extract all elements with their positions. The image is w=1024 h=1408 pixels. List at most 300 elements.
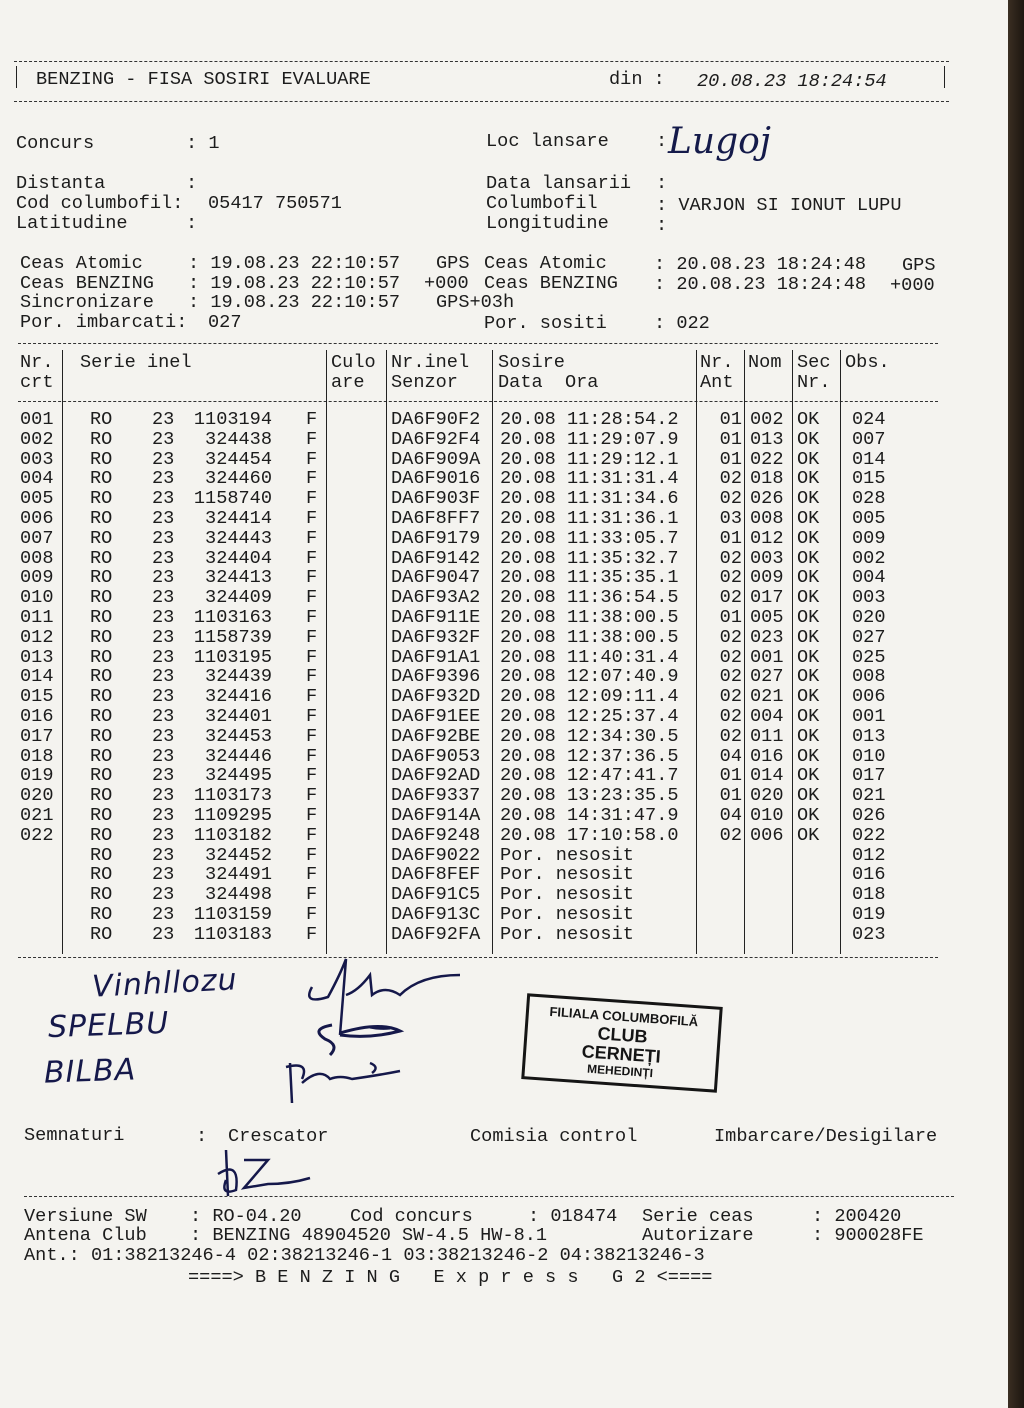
- stamp-line-2: CLUB: [596, 1023, 649, 1047]
- loc-lansare-colon: :: [656, 131, 668, 152]
- cell-sosire: 20.08 11:29:12.1: [500, 448, 679, 470]
- semnaturi-label: Semnaturi: [24, 1125, 125, 1146]
- cell-tara: RO: [90, 765, 113, 787]
- cell-obs: 012: [852, 844, 886, 866]
- cell-ant: 02: [719, 587, 742, 609]
- cell-nom: 026: [750, 488, 784, 510]
- cell-inel: 1158740: [193, 488, 272, 510]
- cell-nr: 006: [20, 508, 54, 529]
- cell-nom: 012: [750, 527, 784, 549]
- cell-sex: F: [306, 428, 318, 450]
- distanta-label: Distanta: [16, 173, 106, 194]
- cell-sosire: 20.08 14:31:47.9: [500, 805, 679, 826]
- cell-nom: 009: [750, 567, 784, 589]
- sincronizare-colon: : 19.08.23 22:10:57: [188, 292, 401, 313]
- right-ceas-atomic-suffix: GPS: [902, 255, 936, 276]
- cell-senzor: DA6F9022: [391, 844, 481, 866]
- cell-inel: 324495: [205, 765, 272, 787]
- data-lansarii-colon: :: [656, 173, 679, 194]
- cell-senzor: DA6F909A: [391, 448, 481, 470]
- cell-ant: 01: [719, 428, 742, 450]
- cell-an: 23: [152, 567, 175, 589]
- cell-obs: 003: [852, 587, 886, 609]
- table-row: [0, 885, 1000, 905]
- semnaturi-colon: :: [196, 1126, 208, 1147]
- signature-3: [286, 1063, 400, 1103]
- sincronizare-suffix: GPS+03h: [436, 292, 515, 313]
- cell-inel: 1103159: [193, 904, 272, 925]
- cell-senzor: DA6F9179: [391, 527, 481, 549]
- cell-sosire: 20.08 11:33:05.7: [500, 527, 679, 549]
- left-ceas-atomic-value: 19.08.23 22:10:57: [210, 253, 401, 274]
- cell-ant: 02: [719, 626, 742, 648]
- cell-ant: 04: [719, 805, 742, 826]
- loc-lansare-label: Loc lansare: [486, 131, 609, 152]
- versiune-colon: : RO-04.20: [190, 1206, 302, 1227]
- cell-inel: 324498: [205, 884, 272, 906]
- cell-obs: 021: [852, 785, 886, 807]
- cell-obs: 017: [852, 765, 886, 787]
- handwritten-name-1: Vinhllozu: [91, 962, 239, 1005]
- latitudine-label: Latitudine: [16, 213, 128, 234]
- cell-nr: 017: [20, 725, 54, 747]
- cod-columbofil-label: Cod columbofil:: [16, 193, 184, 214]
- cell-sex: F: [306, 785, 318, 807]
- cell-sex: F: [306, 666, 318, 688]
- concurs-label: Concurs: [16, 133, 95, 154]
- cod-columbofil-value: 05417 750571: [208, 193, 342, 214]
- cell-senzor: DA6F911E: [391, 607, 481, 628]
- cell-an: 23: [152, 765, 175, 787]
- cell-an: 23: [152, 904, 175, 925]
- sositi-value: 022: [676, 313, 710, 334]
- table-row: [0, 549, 1000, 569]
- table-row: [0, 430, 1000, 450]
- cell-sex: F: [306, 864, 318, 886]
- imbarcare-label: Imbarcare/Desigilare: [714, 1126, 938, 1147]
- cell-nom: 005: [750, 607, 784, 628]
- cell-inel: 1103163: [193, 607, 272, 628]
- antena-colon: : BENZING 48904520 SW-4.5 HW-8.1: [190, 1225, 548, 1246]
- cell-tara: RO: [90, 923, 113, 945]
- cell-ant: 02: [719, 488, 742, 510]
- antena-label: Antena Club: [24, 1225, 147, 1246]
- cell-nr: 010: [20, 587, 54, 609]
- cell-sex: F: [306, 824, 318, 846]
- left-ceas-atomic-colon: : 19.08.23 22:10:57: [188, 253, 401, 274]
- antenna-list: Ant.: 01:38213246-4 02:38213246-1 03:38213246-2 04:38213246-3: [24, 1245, 705, 1266]
- cell-ant: 01: [719, 409, 742, 430]
- left-ceas-benzing-label: Ceas BENZING: [20, 273, 154, 294]
- header-top-rule: [14, 61, 949, 62]
- sositi-colon: : 022: [654, 313, 710, 334]
- handwritten-signatures: [40, 955, 500, 1115]
- table-row: [0, 806, 1000, 826]
- cell-tara: RO: [90, 844, 113, 866]
- cell-inel: 324438: [205, 428, 272, 450]
- comisia-control-label: Comisia control: [470, 1126, 638, 1147]
- cell-tara: RO: [90, 567, 113, 589]
- cell-an: 23: [152, 805, 175, 826]
- cell-senzor: DA6F9337: [391, 785, 481, 807]
- cell-sosire: 20.08 11:29:07.9: [500, 428, 679, 450]
- cell-an: 23: [152, 884, 175, 906]
- cell-tara: RO: [90, 448, 113, 470]
- cell-sec: OK: [797, 488, 820, 510]
- cell-an: 23: [152, 864, 175, 886]
- table-row: [0, 846, 1000, 866]
- right-ceas-atomic-label: Ceas Atomic: [484, 253, 607, 274]
- cell-obs: 010: [852, 745, 886, 767]
- latitudine-colon: :: [186, 213, 209, 234]
- cell-sosire: 20.08 11:40:31.4: [500, 646, 679, 668]
- header-sosire-1: Sosire: [498, 352, 565, 373]
- cell-ant: 04: [719, 745, 742, 767]
- cell-sosire: 20.08 11:31:34.6: [500, 488, 679, 510]
- cell-senzor: DA6F903F: [391, 488, 481, 510]
- columbofil-label: Columbofil: [486, 193, 598, 214]
- cell-nom: 010: [750, 805, 784, 826]
- sositi-label: Por. sositi: [484, 313, 607, 334]
- cell-sex: F: [306, 725, 318, 747]
- cell-nr: 014: [20, 666, 54, 688]
- cell-sex: F: [306, 448, 318, 470]
- header-nom: Nom: [748, 352, 782, 373]
- cell-an: 23: [152, 844, 175, 866]
- cell-sosire: Por. nesosit: [500, 923, 634, 945]
- header-senzor-2: Senzor: [391, 372, 458, 393]
- cell-sex: F: [306, 706, 318, 727]
- cell-inel: 324446: [205, 745, 272, 767]
- cell-nr: 015: [20, 686, 54, 708]
- cell-ant: 01: [719, 448, 742, 470]
- cell-senzor: DA6F9396: [391, 666, 481, 688]
- cell-obs: 025: [852, 646, 886, 668]
- loc-lansare-value: Lugoj: [668, 121, 771, 162]
- cell-sec: OK: [797, 626, 820, 648]
- cell-inel: 324413: [205, 567, 272, 589]
- header-serie: Serie inel: [80, 352, 192, 373]
- cell-an: 23: [152, 706, 175, 727]
- cell-obs: 023: [852, 923, 886, 945]
- header-sec-2: Nr.: [797, 372, 831, 393]
- cell-nr: 005: [20, 488, 54, 510]
- cell-inel: 1109295: [193, 805, 272, 826]
- cell-an: 23: [152, 587, 175, 609]
- header-senzor-1: Nr.inel: [391, 352, 470, 373]
- cell-sex: F: [306, 409, 318, 430]
- cell-senzor: DA6F9016: [391, 468, 481, 490]
- cell-inel: 324409: [205, 587, 272, 609]
- cell-inel: 324452: [205, 844, 272, 866]
- left-ceas-benzing-suffix: +000: [424, 273, 469, 294]
- imbarcati-label: Por. imbarcati:: [20, 312, 188, 333]
- cell-sosire: 20.08 12:07:40.9: [500, 666, 679, 688]
- cell-senzor: DA6F8FEF: [391, 864, 481, 886]
- stamp-line-1: FILIALA COLUMBOFILĂ: [549, 1003, 699, 1030]
- cell-an: 23: [152, 468, 175, 490]
- cell-tara: RO: [90, 607, 113, 628]
- cell-inel: 324453: [205, 725, 272, 747]
- cell-tara: RO: [90, 508, 113, 529]
- cell-ant: 01: [719, 785, 742, 807]
- brand-line: ====> B E N Z I N G E x p r e s s G 2 <====: [188, 1267, 713, 1288]
- versiune-value: RO-04.20: [212, 1206, 302, 1227]
- columbofil-value: VARJON SI IONUT LUPU: [678, 195, 902, 216]
- table-row: [0, 628, 1000, 648]
- cell-nr: 003: [20, 448, 54, 470]
- cell-sex: F: [306, 547, 318, 569]
- cell-nr: 019: [20, 765, 54, 787]
- cell-sex: F: [306, 567, 318, 589]
- cell-sex: F: [306, 805, 318, 826]
- cell-an: 23: [152, 666, 175, 688]
- signature-2: [319, 1025, 400, 1055]
- cell-senzor: DA6F92BE: [391, 725, 481, 747]
- cell-senzor: DA6F914A: [391, 805, 481, 826]
- cell-sec: OK: [797, 508, 820, 529]
- cell-sex: F: [306, 745, 318, 767]
- cell-obs: 020: [852, 607, 886, 628]
- cell-inel: 1103195: [193, 646, 272, 668]
- cell-sex: F: [306, 923, 318, 945]
- cell-an: 23: [152, 547, 175, 569]
- cell-sec: OK: [797, 587, 820, 609]
- cell-nr: 007: [20, 527, 54, 549]
- cell-sex: F: [306, 468, 318, 490]
- cell-senzor: DA6F932D: [391, 686, 481, 708]
- cell-sec: OK: [797, 547, 820, 569]
- serie-ceas-label: Serie ceas: [642, 1206, 754, 1227]
- cell-obs: 004: [852, 567, 886, 589]
- table-row: [0, 608, 1000, 628]
- header-ant-1: Nr.: [700, 352, 734, 373]
- cell-inel: 1103183: [193, 923, 272, 945]
- cell-sosire: 20.08 12:25:37.4: [500, 706, 679, 727]
- cell-nr: 001: [20, 409, 54, 430]
- table-row: [0, 450, 1000, 470]
- cell-nom: 011: [750, 725, 784, 747]
- table-row: [0, 905, 1000, 925]
- cell-tara: RO: [90, 824, 113, 846]
- cell-sosire: 20.08 17:10:58.0: [500, 824, 679, 846]
- cell-sosire: 20.08 12:09:11.4: [500, 686, 679, 708]
- right-ceas-atomic-value: 20.08.23 18:24:48: [676, 254, 867, 275]
- cell-sec: OK: [797, 745, 820, 767]
- stamp-line-3: CERNEȚI: [581, 1041, 662, 1067]
- cell-nom: 018: [750, 468, 784, 490]
- cell-sosire: 20.08 11:31:31.4: [500, 468, 679, 490]
- cod-concurs-value: 018474: [550, 1206, 618, 1227]
- cell-nom: 014: [750, 765, 784, 787]
- cell-tara: RO: [90, 805, 113, 826]
- cell-obs: 001: [852, 706, 886, 727]
- cell-sex: F: [306, 587, 318, 609]
- cell-inel: 1103182: [193, 824, 272, 846]
- cell-senzor: DA6F92AD: [391, 765, 481, 787]
- left-ceas-atomic-label: Ceas Atomic: [20, 253, 143, 274]
- crescator-signature: [210, 1140, 330, 1200]
- cell-senzor: DA6F92FA: [391, 923, 481, 945]
- cell-an: 23: [152, 607, 175, 628]
- cell-nom: 022: [750, 448, 784, 470]
- table-row: [0, 766, 1000, 786]
- cell-sex: F: [306, 884, 318, 906]
- cell-senzor: DA6F9053: [391, 745, 481, 767]
- cell-obs: 028: [852, 488, 886, 510]
- table-row: [0, 747, 1000, 767]
- cell-tara: RO: [90, 428, 113, 450]
- cell-nom: 027: [750, 666, 784, 688]
- cell-sosire: Por. nesosit: [500, 904, 634, 925]
- cell-inel: 1158739: [193, 626, 272, 648]
- cell-inel: 1103173: [193, 785, 272, 807]
- cell-nom: 023: [750, 626, 784, 648]
- cell-sex: F: [306, 765, 318, 787]
- header-bottom-rule: [14, 101, 949, 102]
- cell-tara: RO: [90, 587, 113, 609]
- cell-obs: 026: [852, 805, 886, 826]
- cell-sec: OK: [797, 607, 820, 628]
- cell-obs: 014: [852, 448, 886, 470]
- cell-sec: OK: [797, 468, 820, 490]
- cell-sec: OK: [797, 706, 820, 727]
- cell-inel: 324454: [205, 448, 272, 470]
- handwritten-name-2: SPELBU: [47, 1005, 170, 1046]
- cell-senzor: DA6F9047: [391, 567, 481, 589]
- table-row: [0, 727, 1000, 747]
- cell-tara: RO: [90, 884, 113, 906]
- cell-an: 23: [152, 923, 175, 945]
- cell-sex: F: [306, 686, 318, 708]
- din-label: din :: [609, 69, 665, 90]
- cell-sex: F: [306, 527, 318, 549]
- right-ceas-atomic-colon: : 20.08.23 18:24:48: [654, 254, 867, 275]
- cell-ant: 01: [719, 765, 742, 787]
- antena-value: BENZING 48904520 SW-4.5 HW-8.1: [212, 1225, 548, 1246]
- cell-an: 23: [152, 428, 175, 450]
- cell-an: 23: [152, 409, 175, 430]
- cell-nr: 012: [20, 626, 54, 648]
- cell-nr: 013: [20, 646, 54, 668]
- cell-senzor: DA6F9248: [391, 824, 481, 846]
- cell-obs: 008: [852, 666, 886, 688]
- cell-an: 23: [152, 745, 175, 767]
- cell-sec: OK: [797, 765, 820, 787]
- cell-an: 23: [152, 448, 175, 470]
- handwritten-name-3: BILBA: [43, 1052, 137, 1091]
- imbarcati-value: 027: [208, 312, 242, 333]
- cell-senzor: DA6F8FF7: [391, 508, 481, 529]
- cell-tara: RO: [90, 468, 113, 490]
- cell-nr: 016: [20, 706, 54, 727]
- cell-obs: 015: [852, 468, 886, 490]
- cell-obs: 005: [852, 508, 886, 529]
- cell-sex: F: [306, 646, 318, 668]
- cell-sosire: 20.08 11:35:35.1: [500, 567, 679, 589]
- cell-nom: 016: [750, 745, 784, 767]
- cell-nr: 021: [20, 805, 54, 826]
- cell-nom: 006: [750, 824, 784, 846]
- header-culoare-2: are: [331, 372, 365, 393]
- cell-nom: 003: [750, 547, 784, 569]
- cell-sec: OK: [797, 785, 820, 807]
- header-sosire-2: Data Ora: [498, 372, 599, 393]
- cell-tara: RO: [90, 666, 113, 688]
- cell-nr: 004: [20, 468, 54, 490]
- cell-ant: 02: [719, 824, 742, 846]
- cell-ant: 01: [719, 527, 742, 549]
- versiune-label: Versiune SW: [24, 1206, 147, 1227]
- cell-nr: 008: [20, 547, 54, 569]
- cell-obs: 016: [852, 864, 886, 886]
- cell-inel: 324414: [205, 508, 272, 529]
- header-culoare-1: Culo: [331, 352, 376, 373]
- cell-nr: 018: [20, 745, 54, 767]
- concurs-value: 1: [208, 133, 220, 154]
- cell-sosire: 20.08 11:31:36.1: [500, 508, 679, 529]
- cell-sec: OK: [797, 805, 820, 826]
- cell-inel: 324439: [205, 666, 272, 688]
- table-row: [0, 410, 1000, 430]
- cell-nom: 008: [750, 508, 784, 529]
- cell-sex: F: [306, 488, 318, 510]
- cell-inel: 324416: [205, 686, 272, 708]
- table-row: [0, 489, 1000, 509]
- longitudine-label: Longitudine: [486, 213, 609, 234]
- cell-sosire: 20.08 11:36:54.5: [500, 587, 679, 609]
- left-ceas-benzing-colon: : 19.08.23 22:10:57: [188, 273, 401, 294]
- cell-tara: RO: [90, 725, 113, 747]
- page-title: BENZING - FISA SOSIRI EVALUARE: [36, 69, 371, 90]
- cell-nr: 020: [20, 785, 54, 807]
- cell-tara: RO: [90, 864, 113, 886]
- cell-sec: OK: [797, 725, 820, 747]
- cell-obs: 013: [852, 725, 886, 747]
- cell-ant: 02: [719, 567, 742, 589]
- cell-ant: 02: [719, 706, 742, 727]
- cell-obs: 027: [852, 626, 886, 648]
- cell-senzor: DA6F91A1: [391, 646, 481, 668]
- cell-ant: 02: [719, 686, 742, 708]
- footer-rule: [24, 1196, 954, 1197]
- table-row: [0, 568, 1000, 588]
- cell-sosire: 20.08 12:37:36.5: [500, 745, 679, 767]
- cell-senzor: DA6F91EE: [391, 706, 481, 727]
- header-sec-1: Sec: [797, 352, 831, 373]
- cell-sex: F: [306, 844, 318, 866]
- cell-sec: OK: [797, 527, 820, 549]
- cell-sec: OK: [797, 824, 820, 846]
- table-row: [0, 925, 1000, 945]
- table-row: [0, 865, 1000, 885]
- table-row: [0, 687, 1000, 707]
- cell-ant: 02: [719, 646, 742, 668]
- right-ceas-benzing-value: 20.08.23 18:24:48: [676, 274, 867, 295]
- serie-ceas-colon: : 200420: [812, 1206, 902, 1227]
- data-lansarii-label: Data lansarii: [486, 173, 632, 194]
- table-row: [0, 509, 1000, 529]
- cell-obs: 024: [852, 409, 886, 430]
- cell-sosire: 20.08 12:47:41.7: [500, 765, 679, 787]
- table-row: [0, 667, 1000, 687]
- table-row: [0, 588, 1000, 608]
- cell-sex: F: [306, 904, 318, 925]
- cell-obs: 002: [852, 547, 886, 569]
- table-row: [0, 529, 1000, 549]
- header-left-border: [16, 66, 17, 88]
- longitudine-colon: :: [656, 215, 679, 236]
